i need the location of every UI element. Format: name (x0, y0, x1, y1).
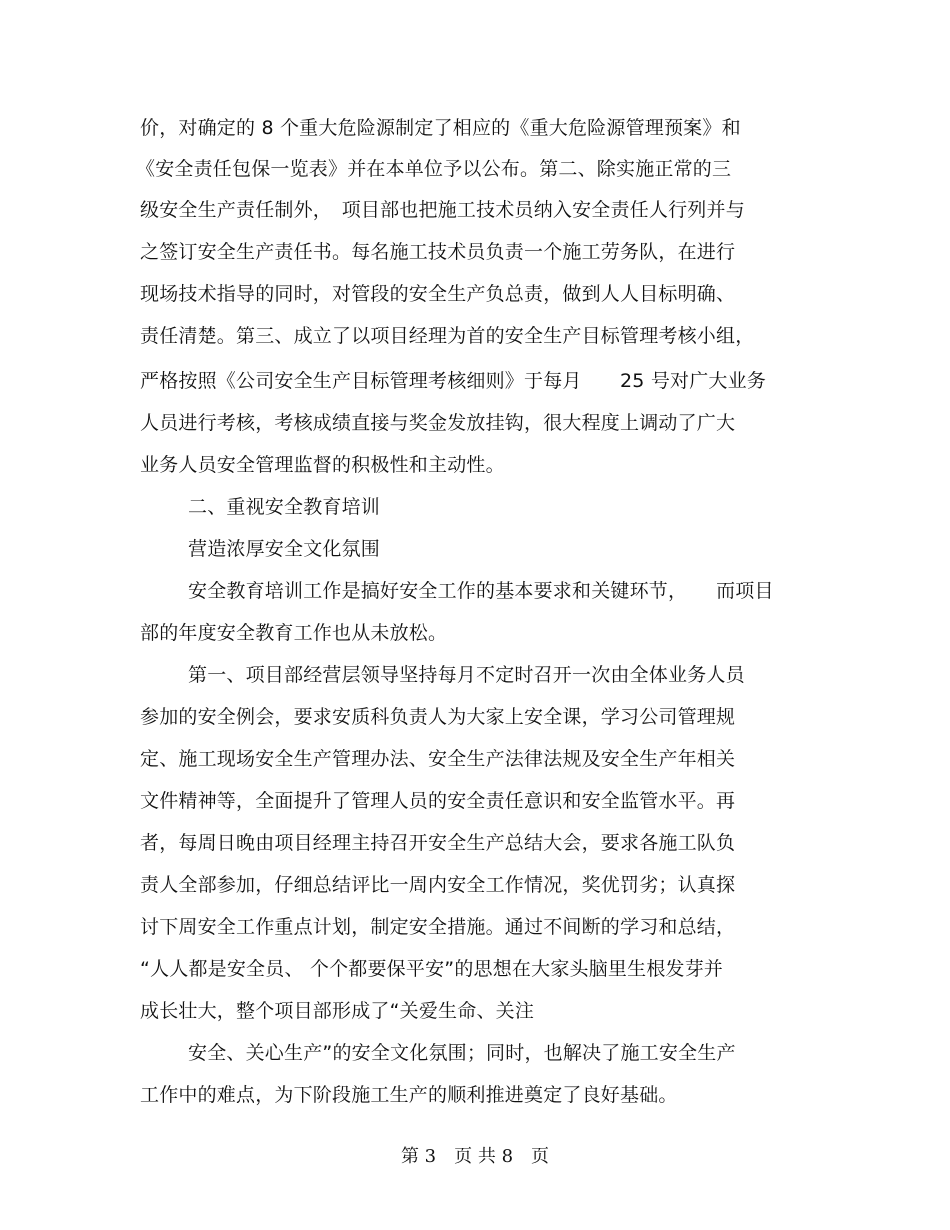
body-line: 者，每周日晚由项目经理主持召开安全生产总结大会，要求各施工队负 (140, 832, 736, 854)
body-line: 价，对确定的 8 个重大危险源制定了相应的《重大危险源管理预案》和 (140, 117, 741, 139)
body-line: 文件精神等，全面提升了管理人员的安全责任意识和安全监管水平。再 (140, 790, 736, 812)
section-heading: 二、重视安全教育培训 (188, 496, 381, 518)
body-line: 部的年度安全教育工作也从未放松。 (140, 622, 448, 644)
body-line: 级安全生产责任制外， 项目部也把施工技术员纳入安全责任人行列并与 (140, 199, 745, 221)
body-line: “人人都是安全员、 个个都要保平安”的思想在大家头脑里生根发芽并 (140, 958, 724, 980)
body-line: 责人全部参加，仔细总结评比一周内安全工作情况，奖优罚劣；认真探 (140, 874, 736, 896)
body-line: 人员进行考核，考核成绩直接与奖金发放挂钩，很大程度上调动了广大 (140, 412, 736, 434)
body-line: 定、施工现场安全生产管理办法、安全生产法律法规及安全生产年相关 (140, 748, 736, 770)
body-line: 参加的安全例会，要求安质科负责人为大家上安全课，学习公司管理规 (140, 706, 736, 728)
body-line: 业务人员安全管理监督的积极性和主动性。 (140, 454, 505, 476)
page-number-footer: 第 3 页 共 8 页 (400, 1146, 550, 1167)
body-line: 之签订安全生产责任书。每名施工技术员负责一个施工劳务队，在进行 (140, 241, 736, 263)
body-line: 严格按照《公司安全生产目标管理考核细则》于每月 25 号对广大业务 (140, 370, 767, 392)
body-line: 安全教育培训工作是搞好安全工作的基本要求和关键环节， 而项目 (188, 580, 774, 602)
body-line: 《安全责任包保一览表》并在本单位予以公布。第二、除实施正常的三 (136, 158, 732, 180)
section-subheading: 营造浓厚安全文化氛围 (188, 538, 381, 560)
body-line: 第一、项目部经营层领导坚持每月不定时召开一次由全体业务人员 (188, 664, 745, 686)
body-line: 安全、关心生产”的安全文化氛围；同时，也解决了施工安全生产 (188, 1042, 736, 1064)
body-line: 责任清楚。第三、成立了以项目经理为首的安全生产目标管理考核小组， (140, 325, 755, 347)
body-line: 现场技术指导的同时，对管段的安全生产负总责，做到人人目标明确、 (140, 283, 736, 305)
body-line: 成长壮大，整个项目部形成了“关爱生命、关注 (140, 1000, 535, 1022)
body-line: 讨下周安全工作重点计划，制定安全措施。通过不间断的学习和总结， (140, 916, 736, 938)
body-line: 工作中的难点，为下阶段施工生产的顺利推进奠定了良好基础。 (140, 1084, 678, 1106)
